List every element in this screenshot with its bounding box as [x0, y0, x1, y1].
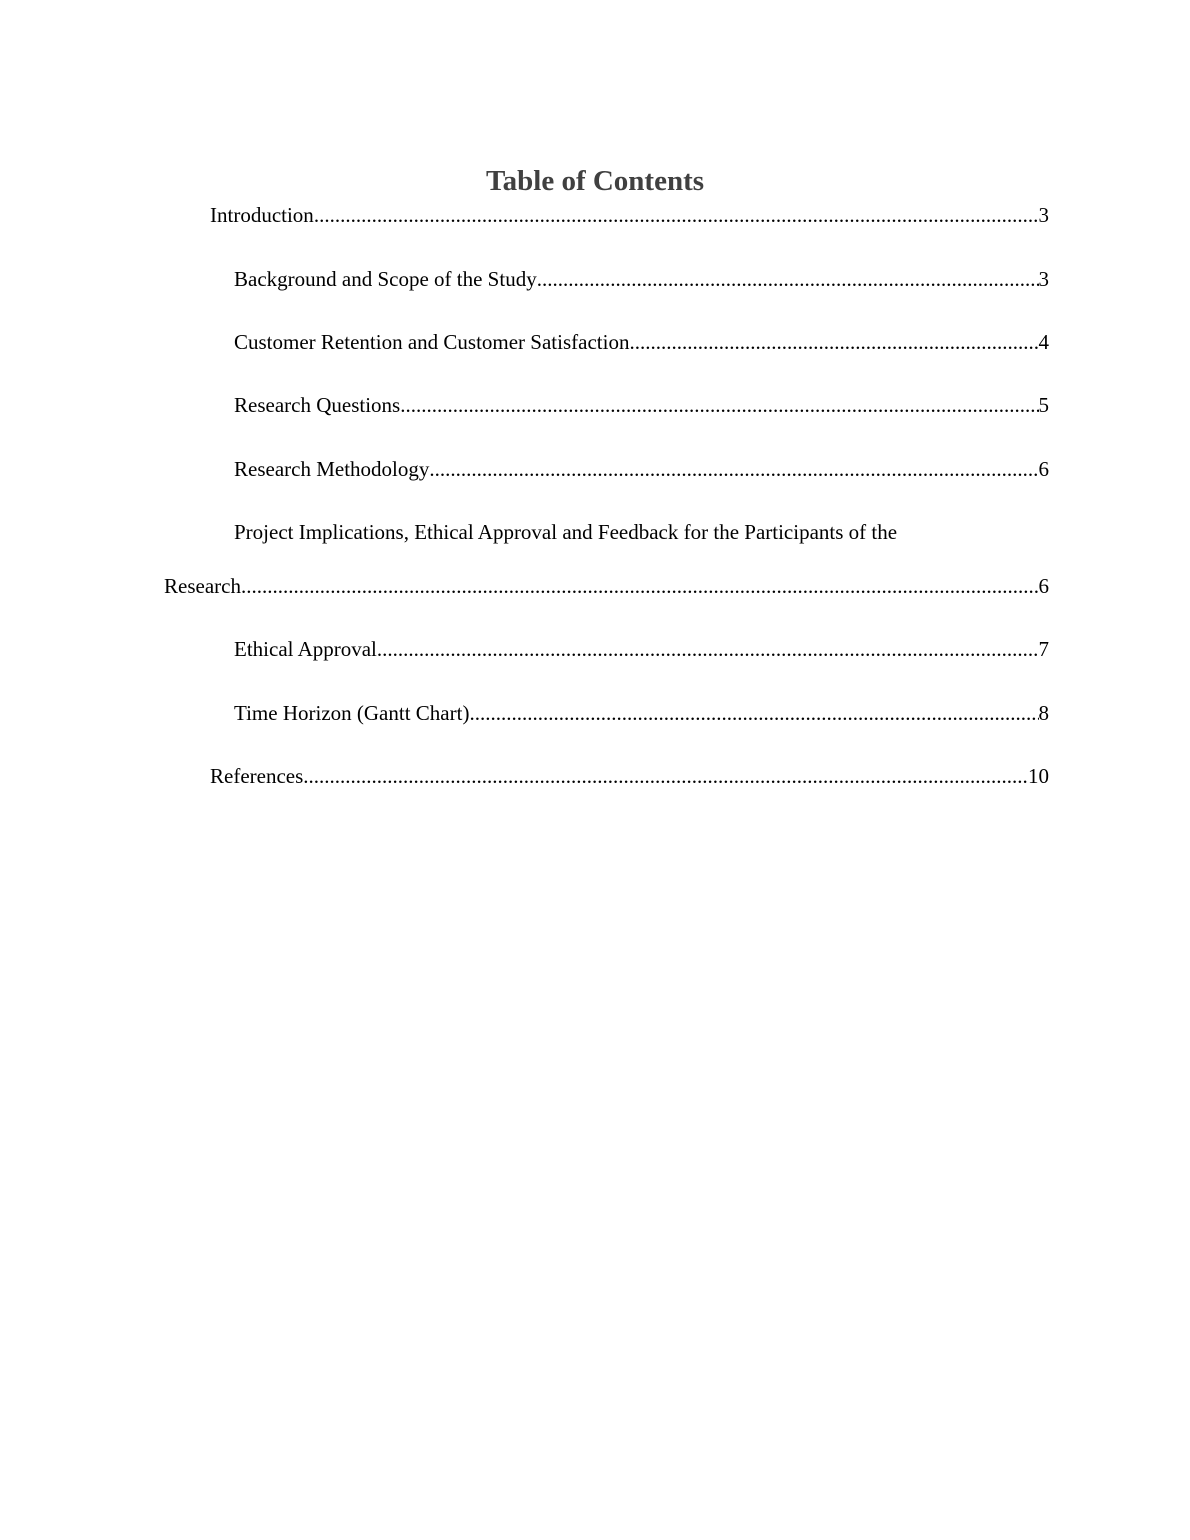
toc-entry-research-questions[interactable] — [234, 392, 1049, 418]
toc-dot-leader — [303, 763, 1028, 789]
toc-dot-leader — [400, 392, 1038, 418]
toc-page-number: 5 — [1038, 393, 1049, 417]
toc-page-number: 8 — [1038, 701, 1049, 725]
toc-page-number: 10 — [1028, 764, 1049, 788]
toc-entry-text: References — [210, 764, 304, 788]
toc-dot-leader — [429, 456, 1038, 482]
toc-page-number: 6 — [1038, 457, 1049, 481]
toc-dot-leader — [241, 573, 1039, 599]
toc-entry-project-implications-line1[interactable]: Project Implications, Ethical Approval and Feedback for the Participants of the — [234, 520, 898, 544]
toc-page-number: 6 — [1038, 574, 1049, 598]
toc-page-number: 4 — [1038, 330, 1049, 354]
toc-entry-references[interactable] — [210, 763, 1049, 789]
toc-entry-background-scope[interactable] — [234, 266, 1049, 292]
toc-entry-text: Research Questions — [234, 393, 401, 417]
toc-entry-text: Customer Retention and Customer Satisfaction — [234, 330, 630, 354]
toc-entry-text: Background and Scope of the Study — [234, 267, 537, 291]
toc-dot-leader — [629, 329, 1038, 355]
toc-entry-time-horizon[interactable] — [234, 700, 1049, 726]
toc-entry-text: Research Methodology — [234, 457, 430, 481]
toc-dot-leader — [314, 202, 1039, 228]
toc-page-number: 3 — [1038, 267, 1049, 291]
toc-entry-project-implications-line2[interactable] — [164, 573, 1049, 599]
toc-entry-text: Time Horizon (Gantt Chart) — [234, 701, 470, 725]
toc-entry-customer-retention[interactable] — [234, 329, 1049, 355]
toc-page-number: 3 — [1038, 203, 1049, 227]
toc-entry-text: Introduction — [210, 203, 314, 227]
toc-title: Table of Contents — [485, 165, 705, 197]
toc-dot-leader — [537, 266, 1039, 292]
toc-entry-text: Ethical Approval — [234, 637, 377, 661]
toc-dot-leader — [377, 636, 1039, 662]
toc-entry-text: Research — [164, 574, 241, 598]
toc-entry-ethical-approval[interactable] — [234, 636, 1049, 662]
toc-dot-leader — [469, 700, 1038, 726]
toc-page-number: 7 — [1038, 637, 1049, 661]
toc-entry-introduction[interactable] — [210, 202, 1049, 228]
toc-entry-research-methodology[interactable] — [234, 456, 1049, 482]
